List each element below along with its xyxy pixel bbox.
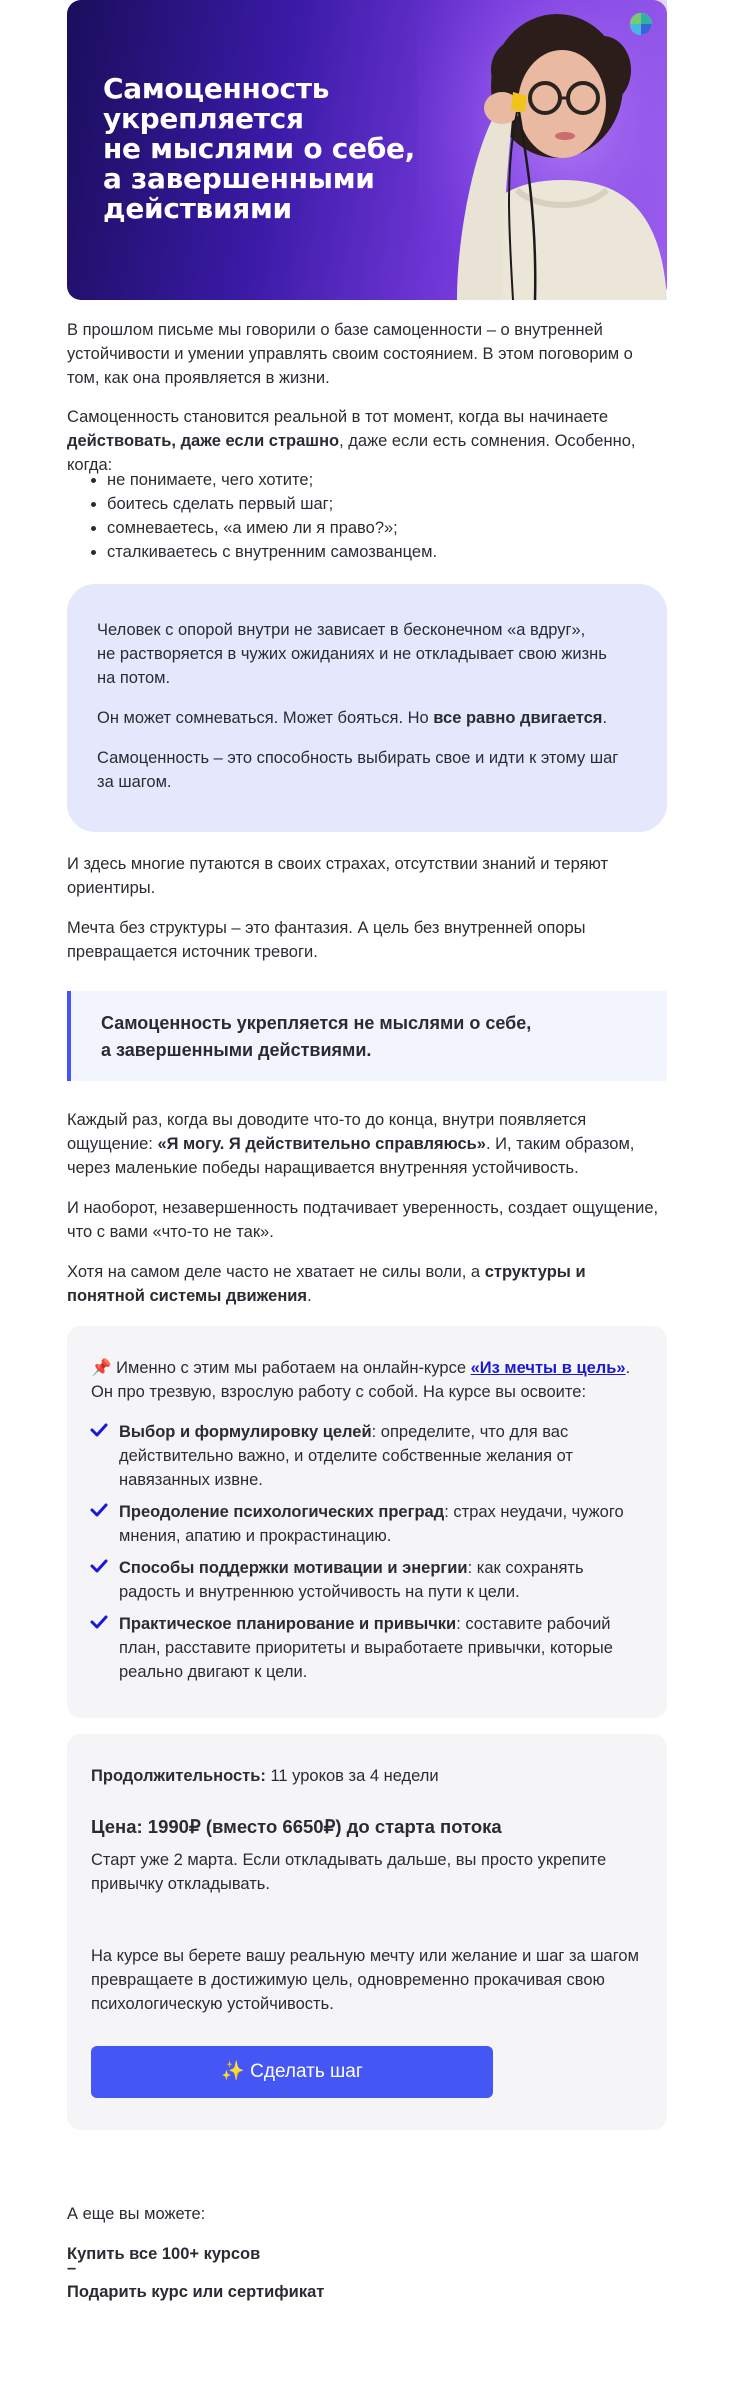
- text-line: Человек с опорой внутри не зависает в бесконечном «а вдруг»,: [97, 621, 586, 639]
- intro-paragraph: В прошлом письме мы говорили о базе самоценности – о внутренней устойчивости и умении управлять своим состоянием. В этом поговорим о том, как она проявляется в жизни.: [67, 321, 633, 387]
- brand-logo-icon: [629, 12, 653, 36]
- body-paragraph: И наоборот, незавершенность подтачивает уверенность, создает ощущение, что с вами «что-то не так».: [67, 1199, 659, 1241]
- list-item-text: [119, 1556, 643, 1604]
- quote-text: [101, 1010, 621, 1064]
- cut-off-text: [67, 2242, 527, 2304]
- duration-line: [91, 1764, 643, 1788]
- text-run: : составите рабочий план, расставите приоритеты и выработаете привычки, которые реально двигают к цели.: [119, 1615, 613, 1681]
- take-step-button[interactable]: ✨ Сделать шаг: [91, 2046, 493, 2098]
- bold-text: Способы поддержки мотивации и энергии: [119, 1559, 468, 1577]
- text-run: ,: [171, 432, 181, 450]
- bold-text: все равно двигается: [433, 709, 603, 727]
- checkmark-icon: [91, 1420, 119, 1492]
- intro-paragraph-2: [67, 405, 667, 477]
- duration-value: 11 уроков за 4 недели: [265, 1767, 439, 1785]
- text-run: : как сохранять радость и внутреннюю устойчивость на пути к цели.: [119, 1559, 584, 1601]
- hero-title-line: Самоценность: [103, 72, 330, 105]
- start-paragraph: Старт уже 2 марта. Если откладывать дальше, вы просто укрепите привычку откладывать.: [91, 1851, 607, 1893]
- list-item-text: [119, 1420, 643, 1492]
- text-line: Самоценность укрепляется не мыслями о себе,: [101, 1013, 532, 1033]
- more-options-label: А еще вы можете:: [67, 2205, 206, 2223]
- text-run: Именно с этим мы работаем на онлайн-курсе: [111, 1359, 471, 1377]
- text-run: .: [307, 1287, 312, 1305]
- hero-woman-photo: [417, 0, 667, 300]
- list-item: • не понимаете, чего хотите;: [107, 468, 667, 492]
- bold-text: Выбор и формулировку целей: [119, 1423, 372, 1441]
- text-run: Каждый раз, когда вы доводите что-то до конца, внутри появляется ощущение:: [67, 1111, 587, 1153]
- offer-card: [67, 1734, 667, 2130]
- pull-quote: [67, 991, 667, 1081]
- course-lead: [91, 1356, 643, 1404]
- price-line: Цена: 1990₽ (вместо 6650₽) до старта потока: [91, 1816, 502, 1837]
- pin-icon: 📌: [91, 1359, 112, 1377]
- list-item: [91, 1556, 643, 1604]
- text-run: Самоценность становится реальной в тот момент, когда вы начинаете: [67, 408, 609, 426]
- text-run: . Он про трезвую, взрослую работу с собой. На курсе вы освоите:: [91, 1359, 631, 1401]
- card-paragraph: [97, 618, 637, 690]
- hero-title-line: не мыслями о себе,: [103, 132, 415, 165]
- bold-text: действовать: [67, 432, 172, 450]
- text-run: : страх неудачи, чужого мнения, апатию и прокрастинацию.: [119, 1503, 624, 1545]
- bold-text: Преодоление психологических преград: [119, 1503, 445, 1521]
- hero-title-line: а завершенными: [103, 162, 375, 195]
- buy-all-courses-link[interactable]: Купить все 100+ курсов: [67, 2245, 261, 2263]
- hero-banner: [67, 0, 667, 300]
- text-run: Он может сомневаться. Может бояться. Но: [97, 709, 434, 727]
- highlight-card: [67, 584, 667, 832]
- card-paragraph: Самоценность – это способность выбирать свое и идти к этому шаг за шагом.: [97, 749, 619, 791]
- list-item-text: [119, 1500, 643, 1548]
- course-description: На курсе вы берете вашу реальную мечту или желание и шаг за шагом превращаете в достижимую цель, одновременно прокачивая свою психологическую устойчивость.: [91, 1947, 639, 2013]
- hero-title: [103, 74, 433, 224]
- hero-title-line: укрепляется: [103, 102, 304, 135]
- list-item: [91, 1500, 643, 1548]
- course-card: [67, 1326, 667, 1718]
- bold-text: «Я могу. Я действительно справляюсь»: [157, 1135, 486, 1153]
- list-item: • сталкиваетесь с внутренним самозванцем.: [107, 540, 667, 564]
- text-run: Хотя на самом деле часто не хватает не силы воли, а: [67, 1263, 485, 1281]
- body-paragraph: [67, 1260, 667, 1308]
- card-paragraph: [97, 706, 637, 730]
- body-paragraph: [67, 1108, 667, 1180]
- list-item: • сомневаетесь, «а имею ли я право?»;: [107, 516, 667, 540]
- text-run: : определите, что для вас действительно важно, и отделите собственные желания от навязанных извне.: [119, 1423, 573, 1489]
- bold-text: даже если страшно: [180, 432, 340, 450]
- separator: –: [67, 2259, 77, 2277]
- list-item: [91, 1420, 643, 1492]
- list-item-text: [119, 1612, 643, 1684]
- course-link[interactable]: «Из мечты в цель»: [470, 1359, 626, 1377]
- text-line: на потом.: [97, 669, 171, 687]
- text-line: не растворяется в чужих ожиданиях и не откладывает свою жизнь: [97, 645, 607, 663]
- email-body: [67, 0, 667, 2301]
- hero-title-line: действиями: [103, 192, 292, 225]
- list-item: [91, 1612, 643, 1684]
- text-line: а завершенными действиями.: [101, 1040, 372, 1060]
- list-item: • боитесь сделать первый шаг;: [107, 492, 667, 516]
- cut-off-links-row: [67, 2245, 527, 2301]
- situations-list: [67, 468, 667, 564]
- text-run: . И, таким образом, через маленькие победы наращивается внутренняя устойчивость.: [67, 1135, 635, 1177]
- body-paragraph: Мечта без структуры – это фантазия. А цель без внутренней опоры превращается источник тревоги.: [67, 919, 586, 961]
- body-paragraph: И здесь многие путаются в своих страхах, отсутствии знаний и теряют ориентиры.: [67, 855, 609, 897]
- checkmark-icon: [91, 1500, 119, 1548]
- bold-text: структуры и понятной системы движения: [67, 1263, 586, 1305]
- bold-text: Практическое планирование и привычки: [119, 1615, 457, 1633]
- duration-label: Продолжительность:: [91, 1767, 266, 1785]
- text-run: , даже если есть сомнения. Особенно, когда:: [67, 432, 636, 474]
- gift-course-link[interactable]: Подарить курс или сертификат: [67, 2283, 325, 2301]
- checkmark-icon: [91, 1612, 119, 1684]
- checkmark-icon: [91, 1556, 119, 1604]
- text-run: .: [602, 709, 608, 727]
